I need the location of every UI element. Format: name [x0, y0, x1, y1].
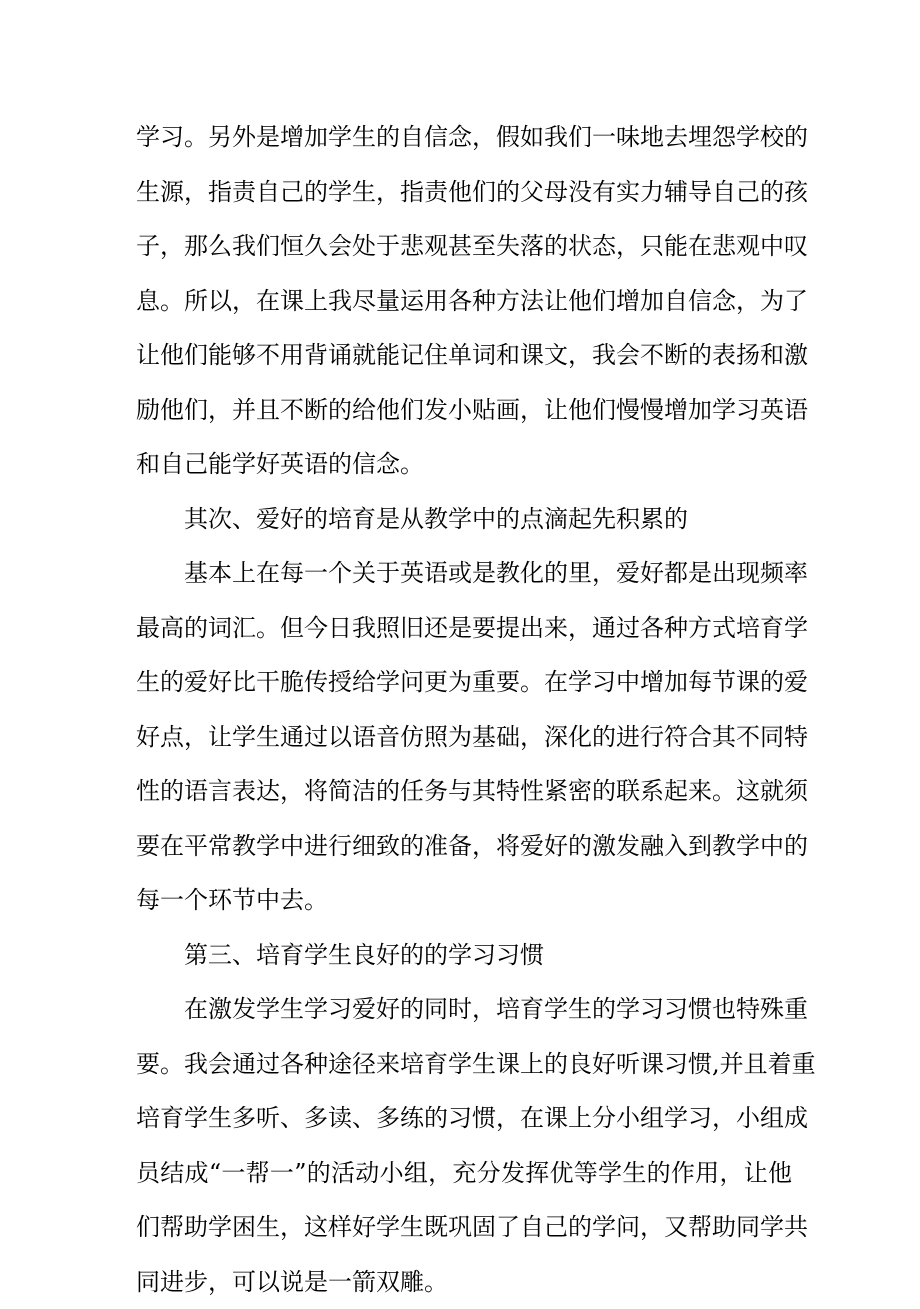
text-line: 生的爱好比干脆传授给学问更为重要。在学习中增加每节课的爱 — [136, 655, 792, 710]
text-line: 好点，让学生通过以语音仿照为基础，深化的进行符合其不同特 — [136, 710, 792, 765]
text-line: 励他们，并且不断的给他们发小贴画，让他们慢慢增加学习英语 — [136, 383, 792, 438]
text-line: 和自己能学好英语的信念。 — [136, 437, 792, 492]
section-heading: 第三、培育学生良好的的学习习惯 — [136, 928, 792, 983]
document-page — [136, 110, 792, 1309]
text-line: 要在平常教学中进行细致的准备，将爱好的激发融入到教学中的 — [136, 819, 792, 874]
text-line: 子，那么我们恒久会处于悲观甚至失落的状态，只能在悲观中叹 — [136, 219, 792, 274]
text-line: 员结成“一帮一”的活动小组，充分发挥优等学生的作用，让他 — [136, 1146, 792, 1201]
text-line: 们帮助学困生，这样好学生既巩固了自己的学问，又帮助同学共 — [136, 1200, 792, 1255]
text-line: 生源，指责自己的学生，指责他们的父母没有实力辅导自己的孩 — [136, 165, 792, 220]
text-line: 基本上在每一个关于英语或是教化的里，爱好都是出现频率 — [136, 546, 792, 601]
text-line: 同进步，可以说是一箭双雕。 — [136, 1255, 792, 1309]
text-line: 息。所以，在课上我尽量运用各种方法让他们增加自信念，为了 — [136, 274, 792, 329]
text-line: 在激发学生学习爱好的同时，培育学生的学习习惯也特殊重 — [136, 982, 792, 1037]
text-line: 学习。另外是增加学生的自信念，假如我们一味地去埋怨学校的 — [136, 110, 792, 165]
section-heading: 其次、爱好的培育是从教学中的点滴起先积累的 — [136, 492, 792, 547]
text-line: 让他们能够不用背诵就能记住单词和课文，我会不断的表扬和激 — [136, 328, 792, 383]
text-line: 培育学生多听、多读、多练的习惯，在课上分小组学习，小组成 — [136, 1091, 792, 1146]
text-line: 性的语言表达，将简洁的任务与其特性紧密的联系起来。这就须 — [136, 764, 792, 819]
text-line: 最高的词汇。但今日我照旧还是要提出来，通过各种方式培育学 — [136, 601, 792, 656]
text-line: 每一个环节中去。 — [136, 873, 792, 928]
text-line: 要。我会通过各种途径来培育学生课上的良好听课习惯,并且着重 — [136, 1037, 792, 1092]
